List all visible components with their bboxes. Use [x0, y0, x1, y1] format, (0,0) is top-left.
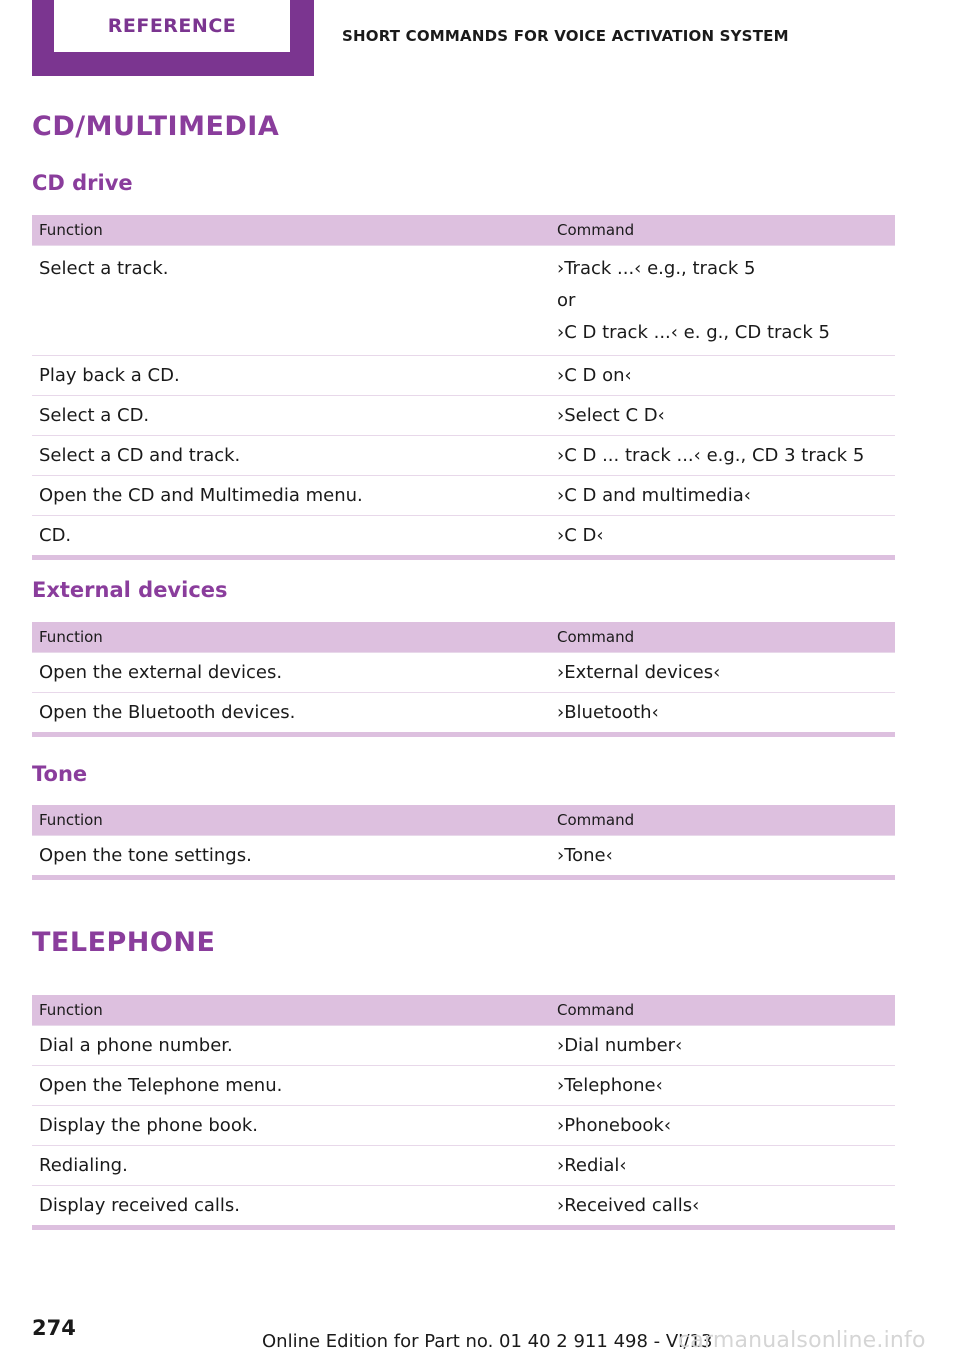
command-cell: [550, 1075, 895, 1096]
table-header: [32, 805, 895, 835]
command-line: ›Tone‹: [557, 845, 613, 866]
command-cell: [550, 485, 895, 506]
command-line: ›C D track ...‹ e. g., CD track 5: [557, 322, 830, 343]
table-header: [32, 622, 895, 652]
command-line: or: [557, 290, 576, 311]
column-header-function: Function: [39, 221, 103, 239]
function-cell: Play back a CD.: [39, 365, 180, 386]
command-line: ›Select C D‹: [557, 405, 665, 426]
command-line: ›Received calls‹: [557, 1195, 700, 1216]
command-line: ›Phonebook‹: [557, 1115, 672, 1136]
page-number: 274: [32, 1316, 76, 1340]
command-cell: [550, 253, 895, 349]
command-line: ›Redial‹: [557, 1155, 627, 1176]
page-header-title: SHORT COMMANDS FOR VOICE ACTIVATION SYSTEM: [342, 27, 789, 45]
function-cell: Open the CD and Multimedia menu.: [39, 485, 363, 506]
column-header-command: Command: [557, 1001, 635, 1019]
command-line: ›Bluetooth‹: [557, 702, 659, 723]
function-cell: Display the phone book.: [39, 1115, 258, 1136]
command-cell: [550, 702, 895, 723]
command-cell: [550, 845, 895, 866]
footer-edition-text: Online Edition for Part no. 01 40 2 911 498 - VI/13: [262, 1331, 713, 1352]
table-header: [32, 215, 895, 245]
command-line: ›C D on‹: [557, 365, 632, 386]
telephone-table: [32, 995, 895, 1230]
heading-external-devices: External devices: [32, 578, 228, 602]
function-cell: Open the Bluetooth devices.: [39, 702, 296, 723]
command-cell: [550, 525, 895, 546]
command-line: ›C D ... track ...‹ e.g., CD 3 track 5: [557, 445, 865, 466]
table-row: [32, 1145, 895, 1185]
heading-tone: Tone: [32, 762, 88, 786]
column-header-function: Function: [39, 628, 103, 646]
heading-cd-drive: CD drive: [32, 171, 133, 195]
function-cell: Display received calls.: [39, 1195, 241, 1216]
heading-cd-multimedia: CD/MULTIMEDIA: [32, 111, 280, 142]
table-row: [32, 652, 895, 692]
command-cell: [550, 1195, 895, 1216]
function-cell: Select a track.: [39, 258, 169, 279]
command-cell: [550, 1155, 895, 1176]
table-header: [32, 995, 895, 1025]
function-cell: Select a CD and track.: [39, 445, 241, 466]
command-cell: [550, 445, 895, 466]
command-cell: [550, 662, 895, 683]
function-cell: Open the Telephone menu.: [39, 1075, 283, 1096]
table-row: [32, 435, 895, 475]
command-line: ›Track ...‹ e.g., track 5: [557, 258, 756, 279]
function-cell: Open the tone settings.: [39, 845, 252, 866]
table-row: [32, 1105, 895, 1145]
function-cell: Open the external devices.: [39, 662, 283, 683]
command-line: ›Telephone‹: [557, 1075, 663, 1096]
external-devices-table: [32, 622, 895, 737]
table-row: [32, 692, 895, 732]
table-row: [32, 395, 895, 435]
column-header-function: Function: [39, 811, 103, 829]
command-cell: [550, 405, 895, 426]
section-tab-label: REFERENCE: [107, 15, 237, 37]
command-line: ›C D and multimedia‹: [557, 485, 751, 506]
tone-table: [32, 805, 895, 880]
column-header-command: Command: [557, 811, 635, 829]
command-line: ›C D‹: [557, 525, 604, 546]
table-row: [32, 1025, 895, 1065]
column-header-function: Function: [39, 1001, 103, 1019]
command-cell: [550, 1035, 895, 1056]
watermark: carmanualsonline.info: [678, 1328, 926, 1353]
table-row: [32, 835, 895, 875]
cd-drive-table: [32, 215, 895, 560]
table-row: [32, 1185, 895, 1225]
table-row: [32, 515, 895, 555]
table-row: [32, 475, 895, 515]
column-header-command: Command: [557, 221, 635, 239]
command-cell: [550, 365, 895, 386]
column-header-command: Command: [557, 628, 635, 646]
table-row: [32, 245, 895, 355]
function-cell: Select a CD.: [39, 405, 150, 426]
table-row: [32, 355, 895, 395]
function-cell: Redialing.: [39, 1155, 128, 1176]
section-tab-inner: [54, 0, 290, 52]
function-cell: CD.: [39, 525, 72, 546]
function-cell: Dial a phone number.: [39, 1035, 233, 1056]
command-cell: [550, 1115, 895, 1136]
table-row: [32, 1065, 895, 1105]
command-line: ›Dial number‹: [557, 1035, 683, 1056]
command-line: ›External devices‹: [557, 662, 721, 683]
heading-telephone: TELEPHONE: [32, 927, 216, 958]
section-tab: [32, 0, 314, 76]
